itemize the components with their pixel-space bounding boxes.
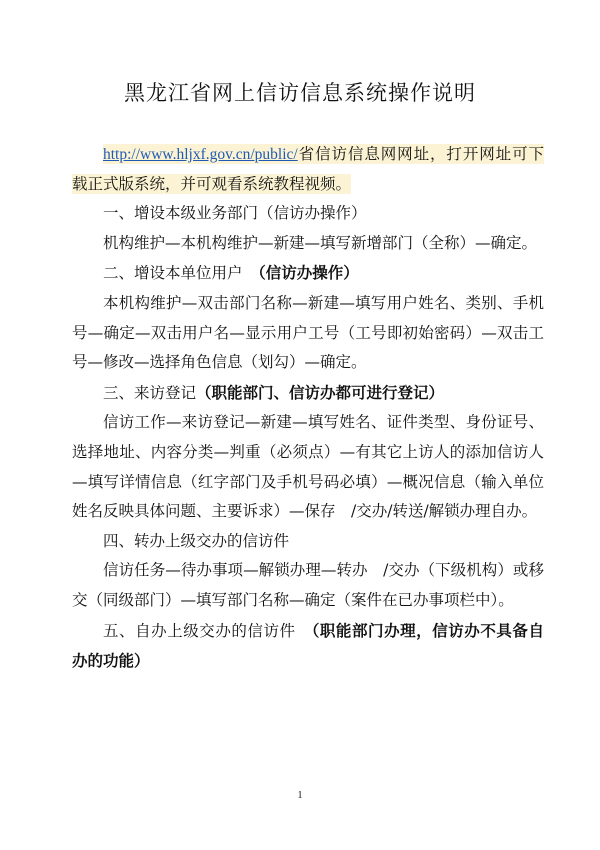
document-title: 黑龙江省网上信访信息系统操作说明 [124, 81, 476, 105]
section-2-heading: 二、增设本单位用户 （信访办操作） [103, 263, 359, 283]
page-number: 1 [297, 790, 303, 801]
intro-highlight [72, 144, 544, 194]
section-2-body: 本机构维护—双击部门名称—新建—填写用户姓名、类别、手机号—确定—双击用户名—显示用户工号（工号即初始密码）—双击工号—修改—选择角色信息（划勾）—确定。 [72, 293, 544, 372]
intro-text: 省信访信息网网址，打开网址可下载正式版系统，并可观看系统教程视频。 [72, 145, 544, 193]
intro-paragraph [72, 140, 544, 199]
section-1-body: 机构维护—本机构维护—新建—填写新增部门（全称）—确定。 [103, 233, 538, 252]
section-1-heading: 一、增设本级业务部门（信访办操作） [103, 204, 367, 223]
section-3-heading: 三、来访登记（职能部门、信访办都可进行登记） [103, 382, 445, 402]
document-body [72, 140, 544, 677]
section-4-heading: 四、转办上级交办的信访件 [103, 531, 290, 550]
website-link[interactable]: http://www.hljxf.gov.cn/public/ [103, 146, 298, 163]
section-3-body: 信访工作—来访登记—新建—填写姓名、证件类型、身份证号、选择地址、内容分类—判重（必须点）—有其它上访人的添加信访人—填写详情信息（红字部门及手机号码必填）—概况信息（输入单位姓名反映具体问题、主要诉求）—保存 /交办/转送/解锁办理自办。 [72, 413, 544, 521]
section-5-heading: 五、自办上级交办的信访件 （职能部门办理，信访办不具备自办的功能） [72, 620, 544, 671]
section-4-body: 信访任务—待办事项—解锁办理—转办 /交办（下级机构）或移交（同级部门）—填写部门名称—确定（案件在已办事项栏中）。 [72, 561, 544, 609]
